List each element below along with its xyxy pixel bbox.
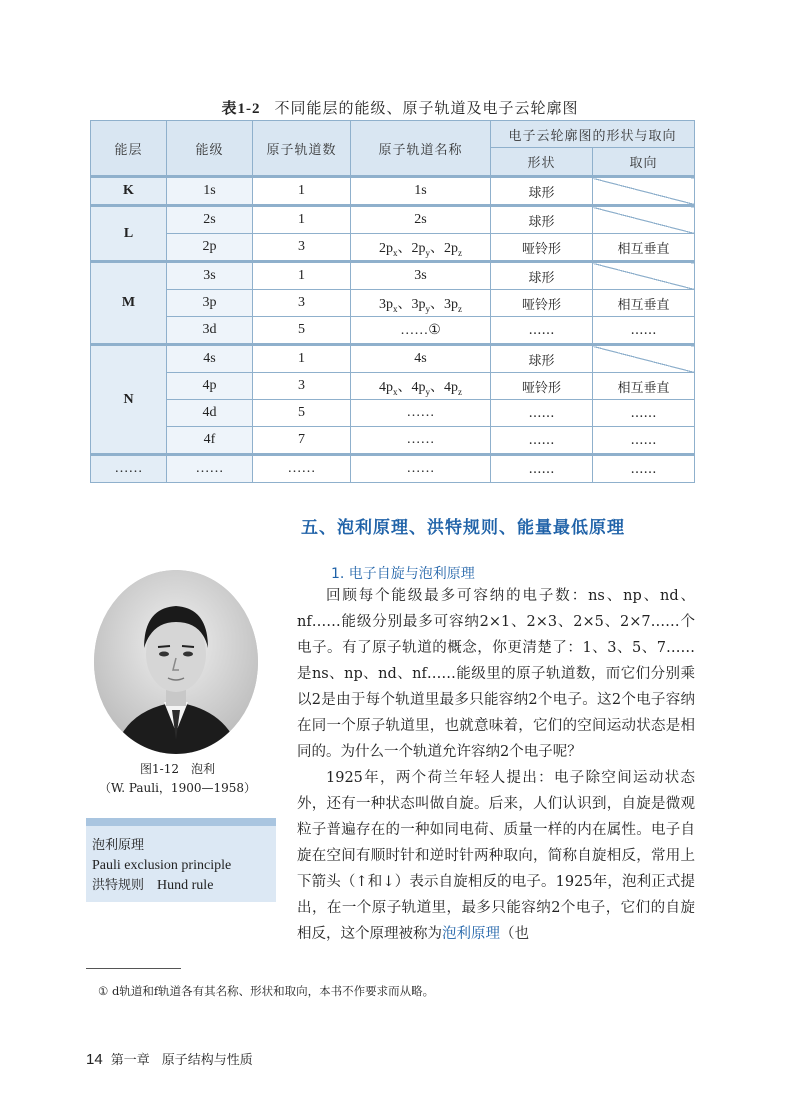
header-orientation: 取向 (593, 148, 695, 177)
level-cell: 1s (167, 177, 253, 206)
page-number: 14 (86, 1051, 103, 1068)
name-cell: …… (351, 427, 491, 455)
orientation-cell: …… (593, 427, 695, 455)
table-row (91, 290, 695, 317)
paragraph: 回顾每个能级最多可容纳的电子数：ns、np、nd、nf……能级分别最多可容纳2×1、2×3、2×5、2×7……个电子。有了原子轨道的概念，你更清楚了：1、3、5、7……是ns、np、nd、nf……能级里的原子轨道数，而它们分别乘以2是由于每个轨道里最多只能容纳2个电子。这2个电子容纳在同一个原子轨道里，也就意味着，它们的空间运动状态是相同的。为什么一个轨道允许容纳2个电子呢？ (297, 588, 695, 760)
level-cell: 4s (167, 345, 253, 373)
table-row (91, 234, 695, 262)
glossary-term-en: Hund rule (157, 878, 214, 893)
name-cell: 4s (351, 345, 491, 373)
count-cell: 3 (253, 290, 351, 317)
layer-cell: K (91, 177, 167, 206)
glossary-box (86, 818, 276, 902)
count-cell: 7 (253, 427, 351, 455)
header-layer: 能层 (91, 121, 167, 177)
shape-cell: …… (491, 400, 593, 427)
level-cell: 2s (167, 206, 253, 234)
count-cell: 3 (253, 373, 351, 400)
table-row (91, 317, 695, 345)
chapter-label: 第一章 (110, 1053, 150, 1068)
table-row (91, 177, 695, 206)
level-cell: 4d (167, 400, 253, 427)
shape-cell: 哑铃形 (491, 373, 593, 400)
orientation-cell: 相互垂直 (593, 234, 695, 262)
count-cell: …… (253, 455, 351, 483)
layer-cell: …… (91, 455, 167, 483)
table-row (91, 345, 695, 373)
orbital-table (90, 120, 695, 483)
orientation-cell: …… (593, 400, 695, 427)
count-cell: 5 (253, 400, 351, 427)
figure-caption-dates: （W. Pauli，1900—1958） (98, 781, 257, 795)
count-cell: 5 (253, 317, 351, 345)
subsection-title: 1. 电子自旋与泡利原理 (331, 566, 475, 582)
level-cell: 4p (167, 373, 253, 400)
name-cell: …… (351, 455, 491, 483)
name-cell: $2p_x$、$2p_y$、$2p_z$ (351, 234, 491, 262)
footnote: ① d轨道和f轨道各有其名称、形状和取向，本书不作要求而从略。 (98, 984, 435, 998)
table-row (91, 455, 695, 483)
layer-cell: M (91, 262, 167, 345)
level-cell: 4f (167, 427, 253, 455)
count-cell: 3 (253, 234, 351, 262)
header-shape: 形状 (491, 148, 593, 177)
shape-cell: 球形 (491, 262, 593, 290)
count-cell: 1 (253, 262, 351, 290)
name-cell: $3p_x$、$3p_y$、$3p_z$ (351, 290, 491, 317)
orientation-cell-empty (593, 177, 695, 206)
orientation-cell: …… (593, 317, 695, 345)
level-cell: 3p (167, 290, 253, 317)
header-orbital-count: 原子轨道数 (253, 121, 351, 177)
orientation-cell: 相互垂直 (593, 290, 695, 317)
name-cell: 1s (351, 177, 491, 206)
orientation-cell-empty (593, 262, 695, 290)
level-cell: 2p (167, 234, 253, 262)
count-cell: 1 (253, 177, 351, 206)
table-title: 不同能层的能级、原子轨道及电子云轮廓图 (274, 99, 579, 117)
glossary-term: 泡利原理 (92, 838, 145, 853)
level-cell: 3s (167, 262, 253, 290)
body-text (297, 583, 695, 947)
glossary-term-en: Pauli exclusion principle (92, 858, 232, 873)
table-row (91, 400, 695, 427)
shape-cell: 球形 (491, 206, 593, 234)
count-cell: 1 (253, 206, 351, 234)
table-row (91, 373, 695, 400)
glossary-term: 洪特规则 Hund rule (92, 878, 214, 893)
pauli-portrait (94, 570, 258, 754)
name-cell: …… (351, 400, 491, 427)
shape-cell: 哑铃形 (491, 290, 593, 317)
shape-cell: …… (491, 455, 593, 483)
name-cell: $4p_x$、$4p_y$、$4p_z$ (351, 373, 491, 400)
table-row (91, 262, 695, 290)
table-caption (0, 97, 800, 118)
chapter-title: 原子结构与性质 (161, 1053, 253, 1068)
name-cell: 3s (351, 262, 491, 290)
level-cell: …… (167, 455, 253, 483)
orientation-cell-empty (593, 206, 695, 234)
header-orbital-name: 原子轨道名称 (351, 121, 491, 177)
orientation-cell: …… (593, 455, 695, 483)
level-cell: 3d (167, 317, 253, 345)
name-cell: 2s (351, 206, 491, 234)
page-footer (86, 1049, 253, 1068)
paragraph: 1925年，两个荷兰年轻人提出：电子除空间运动状态外，还有一种状态叫做自旋。后来，人们认识到，自旋是微观粒子普遍存在的一种如同电荷、质量一样的内在属性。电子自旋在空间有顺时针和逆时针两种取向，简称自旋相反，常用上下箭头（↑和↓）表示自旋相反的电子。1925年，泡利正式提出，在一个原子轨道里，最多只能容纳2个电子，它们的自旋相反，这个原理被称为泡利原理（也 (297, 770, 695, 942)
footnote-divider (86, 968, 181, 969)
table-number: 表1-2 (221, 101, 261, 117)
shape-cell: 哑铃形 (491, 234, 593, 262)
glossary-header-bar (86, 818, 276, 826)
table-row (91, 427, 695, 455)
figure-caption-title: 图1-12 泡利 (140, 762, 215, 776)
keyword-pauli: 泡利原理 (442, 926, 500, 942)
table-row (91, 206, 695, 234)
orientation-cell: 相互垂直 (593, 373, 695, 400)
layer-cell: N (91, 345, 167, 455)
shape-cell: 球形 (491, 345, 593, 373)
figure-caption (85, 760, 270, 798)
header-level: 能级 (167, 121, 253, 177)
shape-cell: …… (491, 317, 593, 345)
shape-cell: 球形 (491, 177, 593, 206)
portrait-image (94, 570, 258, 754)
shape-cell: …… (491, 427, 593, 455)
count-cell: 1 (253, 345, 351, 373)
name-cell: ……① (351, 317, 491, 345)
layer-cell: L (91, 206, 167, 262)
header-cloud: 电子云轮廓图的形状与取向 (491, 121, 695, 148)
section-title: 五、泡利原理、洪特规则、能量最低原理 (301, 518, 625, 538)
orientation-cell-empty (593, 345, 695, 373)
